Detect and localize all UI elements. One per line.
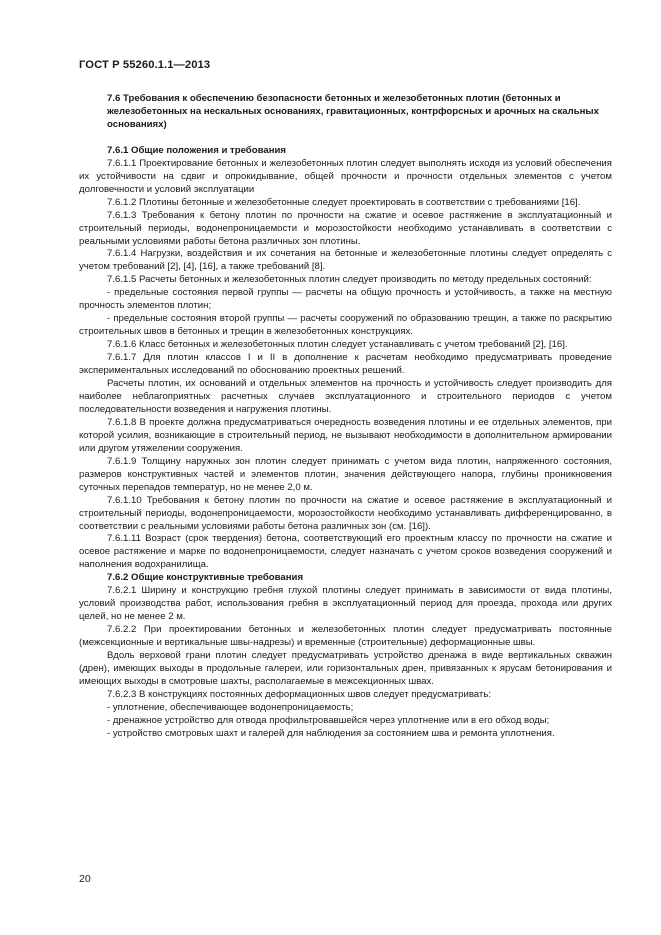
paragraph: 7.6.1.3 Требования к бетону плотин по прочности на сжатие и осевое растяжение в эксплуатационный и строительный периоды, водонепроницаемости и морозостойкости необходимо устанавливать в соответствии с реальными условиями работы бетона различных зон плотины. (79, 209, 612, 247)
list-item: - устройство смотровых шахт и галерей для наблюдения за состоянием шва и ремонта уплотнения. (107, 727, 555, 739)
document-body (79, 93, 612, 741)
paragraph: 7.6.1.8 В проекте должна предусматриваться очередность возведения плотины и ее отдельных элементов, при которой усилия, возникающие в строительный период, не вызывают необходимости в дополнительном армировании или другом утяжелении сооружения. (79, 416, 612, 454)
paragraph: Расчеты плотин, их оснований и отдельных элементов на прочность и устойчивость следует производить для наиболее неблагоприятных расчетных случаев эксплуатационного и строительного периодов с учетом последовательности возведения и нагружения плотины. (79, 378, 612, 415)
page-number: 20 (79, 873, 91, 885)
paragraph: 7.6.1.7 Для плотин классов I и II в дополнение к расчетам необходимо предусматривать проведение экспериментальных исследований по обоснованию проектных решений. (79, 352, 612, 377)
list-item: - дренажное устройство для отвода профильтровавшейся через уплотнение или в его обход воды; (107, 714, 550, 726)
document-code-header: ГОСТ Р 55260.1.1—2013 (79, 59, 211, 71)
paragraph: 7.6.1.10 Требования к бетону плотин по прочности на сжатие и осевое растяжение в эксплуатационный и строительный периоды, водонепроницаемости, морозостойкости необходимо устанавливать дифференцированно, в соответствии с реальными условиями работы бетона различных зон (см. [16]). (79, 494, 612, 532)
paragraph: 7.6.1.2 Плотины бетонные и железобетонные следует проектировать в соответствии с требованиями [16]. (107, 196, 581, 208)
paragraph: 7.6.1.11 Возраст (срок твердения) бетона, соответствующий его проектным классу по прочности на сжатие и осевое растяжение и марке по водонепроницаемости, следует назначать с учетом сроков возведения сооружений и наполнения водохранилища. (79, 533, 612, 571)
list-item: - уплотнение, обеспечивающее водонепроницаемость; (107, 701, 354, 713)
paragraph: Вдоль верховой грани плотин следует предусматривать устройство дренажа в виде вертикальных скважин (дрен), имеющих выходы в продольные галереи, или горизонтальных дрен, привязанных к ярусам бетонирования и имеющих выходы в смотровые шахты, располагаемые в межсекционных швах. (79, 650, 612, 687)
section-title: 7.6 Требования к обеспечению безопасности бетонных и железобетонных плотин (бетонных и железобетонных на нескальных основаниях, гравитационных, контрфорсных и арочных на скальных основаниях) (107, 93, 599, 130)
list-item: - предельные состояния второй группы — расчеты сооружений по образованию трещин, а также по раскрытию строительных швов в бетонных и трещин в железобетонных конструкциях. (79, 313, 612, 338)
paragraph: 7.6.1.9 Толщину наружных зон плотин следует принимать с учетом вида плотин, напряженного состояния, размеров конструктивных частей и элементов плотин, значения действующего напора, глубины проникновения суточных перепадов температур, но не менее 2,0 м. (79, 455, 612, 493)
paragraph: 7.6.2.1 Ширину и конструкцию гребня глухой плотины следует принимать в зависимости от вида плотины, условий производства работ, использования гребня в эксплуатационный период для проезда, прохода или других целей, но не менее 2 м. (79, 585, 612, 623)
paragraph: 7.6.1.1 Проектирование бетонных и железобетонных плотин следует выполнять исходя из условий обеспечения их устойчивости на сдвиг и опрокидывание, общей прочности и прочности отдельных элементов с учетом долговечности и условий эксплуатации (79, 157, 612, 195)
subsection-title-design: 7.6.2 Общие конструктивные требования (107, 572, 304, 584)
list-item: - предельные состояния первой группы — расчеты на общую прочность и устойчивость, а также на местную прочность элементов плотин; (79, 287, 612, 312)
paragraph: 7.6.1.5 Расчеты бетонных и железобетонных плотин следует производить по методу предельных состояний: (107, 274, 592, 286)
spacer (79, 132, 612, 145)
paragraph: 7.6.2.3 В конструкциях постоянных деформационных швов следует предусматривать: (107, 688, 491, 700)
paragraph: 7.6.2.2 При проектировании бетонных и железобетонных плотин следует предусматривать постоянные (межсекционные и вертикальные швы-надрезы) и временные (строительные) деформационные швы. (79, 624, 612, 649)
subsection-title-general: 7.6.1 Общие положения и требования (107, 144, 286, 156)
paragraph: 7.6.1.6 Класс бетонных и железобетонных плотин следует устанавливать с учетом требований [2], [16]. (107, 339, 568, 351)
paragraph: 7.6.1.4 Нагрузки, воздействия и их сочетания на бетонные и железобетонные плотины следует определять с учетом требований [2], [4], [16], а также требований [8]. (79, 248, 612, 273)
